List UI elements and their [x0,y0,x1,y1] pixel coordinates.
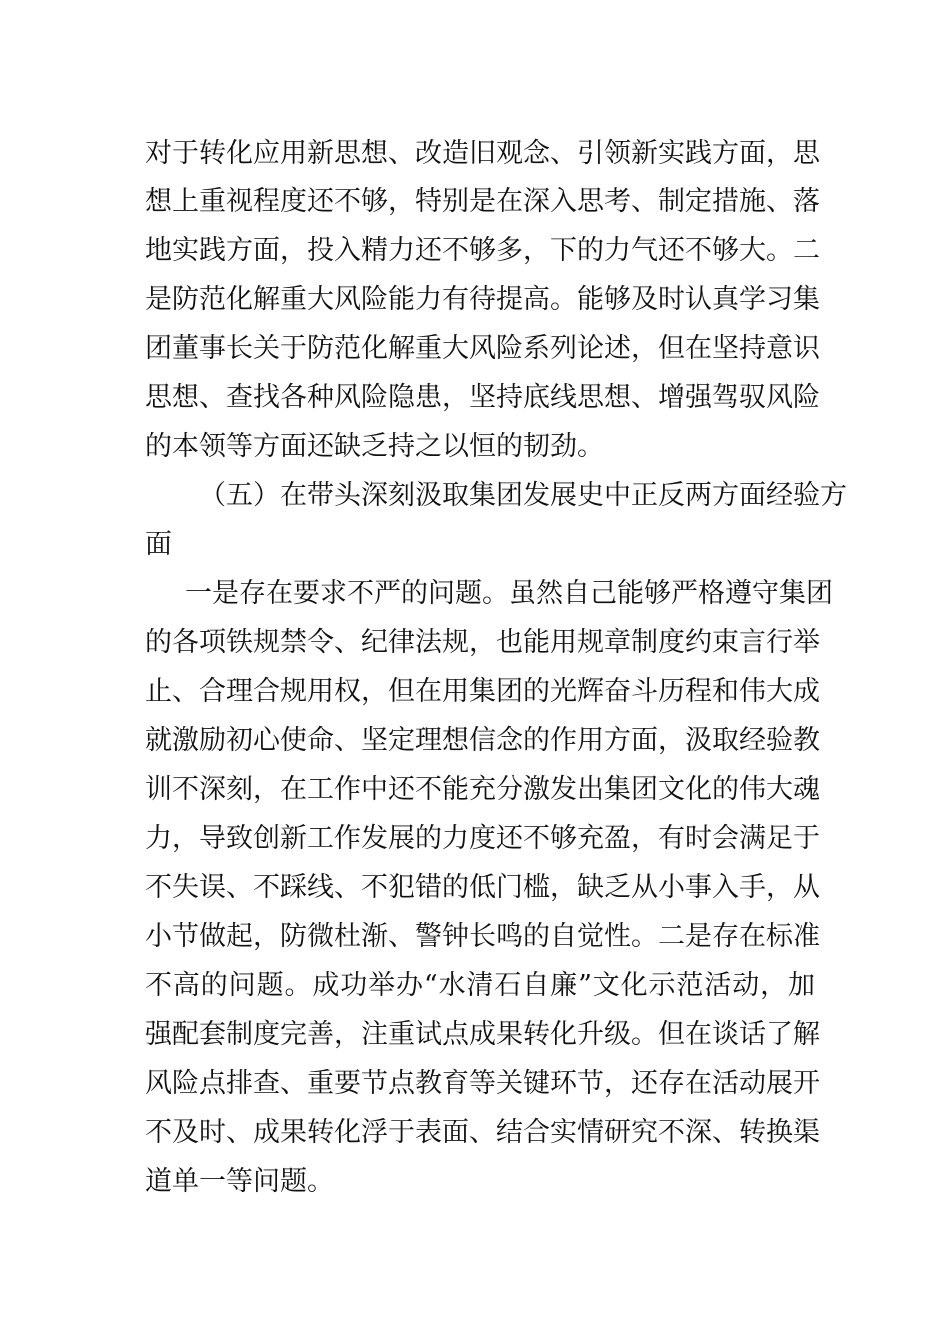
paragraph-2-line-7: 不失误、不踩线、不犯错的低门槛，缺乏从小事入手，从 [145,872,820,903]
paragraph-1-line-7: 的本领等方面还缺乏持之以恒的韧劲。 [145,431,604,462]
paragraph-2-line-8: 小节做起，防微杜渐、警钟长鸣的自觉性。二是存在标准 [145,921,820,952]
paragraph-2-line-11: 风险点排查、重要节点教育等关键环节，还存在活动展开 [145,1068,820,1099]
paragraph-2-line-13: 道单一等问题。 [145,1166,334,1197]
paragraph-2-line-6: 力，导致创新工作发展的力度还不够充盈，有时会满足于 [145,823,820,854]
paragraph-2-line-3: 止、合理合规用权，但在用集团的光辉奋斗历程和伟大成 [145,676,820,707]
paragraph-2-line-12: 不及时、成果转化浮于表面、结合实情研究不深、转换渠 [145,1117,820,1148]
paragraph-2-line-4: 就激励初心使命、坚定理想信念的作用方面，汲取经验教 [145,725,820,756]
paragraph-1-line-4: 是防范化解重大风险能力有待提高。能够及时认真学习集 [145,284,820,315]
paragraph-2-line-5: 训不深刻，在工作中还不能充分激发出集团文化的伟大魂 [145,774,820,805]
paragraph-1-line-3: 地实践方面，投入精力还不够多，下的力气还不够大。二 [145,235,820,266]
paragraph-1-line-2: 想上重视程度还不够，特别是在深入思考、制定措施、落 [145,186,820,217]
paragraph-2-line-9: 不高的问题。成功举办“水清石自廉”文化示范活动，加 [145,970,815,1001]
section-5-heading-line-2: 面 [145,529,172,560]
paragraph-1-line-1: 对于转化应用新思想、改造旧观念、引领新实践方面，思 [145,138,820,169]
paragraph-1-line-6: 思想、查找各种风险隐患，坚持底线思想、增强驾驭风险 [145,382,820,413]
paragraph-2-line-1: 一是存在要求不严的问题。虽然自己能够严格遵守集团 [185,578,833,609]
paragraph-2-line-2: 的各项铁规禁令、纪律法规，也能用规章制度约束言行举 [145,627,820,658]
paragraph-1-line-5: 团董事长关于防范化解重大风险系列论述，但在坚持意识 [145,333,820,364]
paragraph-2-line-10: 强配套制度完善，注重试点成果转化升级。但在谈话了解 [145,1019,820,1050]
section-5-heading-line-1: （五）在带头深刻汲取集团发展史中正反两方面经验方 [199,480,847,511]
